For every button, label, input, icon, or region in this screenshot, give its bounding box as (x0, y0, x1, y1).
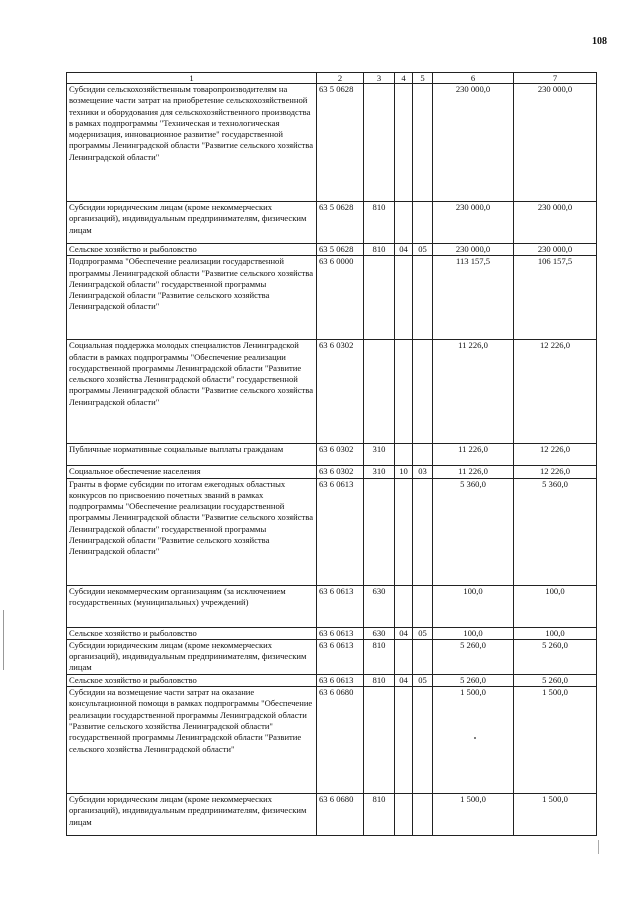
row-col7-value: 230 000,0 (514, 202, 597, 244)
row-col5-cell (413, 639, 433, 674)
row-code-cell: 63 6 0680 (317, 794, 364, 836)
row-name-cell: Сельское хозяйство и рыболовство (67, 674, 317, 686)
row-col3-cell (364, 478, 395, 585)
row-code-cell: 63 6 0302 (317, 340, 364, 444)
row-col3-cell: 810 (364, 674, 395, 686)
row-col5-cell (413, 478, 433, 585)
row-col3-cell: 310 (364, 444, 395, 466)
row-col3-cell: 810 (364, 794, 395, 836)
row-col6-value: 1 500,0 (433, 687, 514, 794)
row-col5-cell: 05 (413, 674, 433, 686)
row-col3-cell (364, 84, 395, 202)
row-col4-cell (395, 84, 413, 202)
table-row (67, 627, 597, 639)
row-col4-cell (395, 256, 413, 340)
row-name-cell: Гранты в форме субсидии по итогам ежегодных областных конкурсов по присвоению почетных званий в рамках подпрограммы "Обеспечение реализации государственной программы Ленинградской области "Развитие сельского хозяйства Ленинградской области" государственной программы Ленинградской области "Развитие сельского хозяйства Ленинградской области" (67, 478, 317, 585)
row-col4-cell (395, 639, 413, 674)
header-cell: 7 (514, 73, 597, 84)
row-col5-cell (413, 585, 433, 627)
row-name-cell: Субсидии юридическим лицам (кроме некоммерческих организаций), индивидуальным предпринимателям, физическим лицам (67, 639, 317, 674)
row-col4-cell: 04 (395, 674, 413, 686)
row-col3-cell: 630 (364, 627, 395, 639)
row-col4-cell: 04 (395, 244, 413, 256)
page-number: 108 (592, 36, 607, 47)
table-row (67, 202, 597, 244)
row-col5-cell (413, 256, 433, 340)
table-header-row (67, 73, 597, 84)
row-code-cell: 63 6 0302 (317, 444, 364, 466)
header-cell: 6 (433, 73, 514, 84)
row-col6-value: 11 226,0 (433, 340, 514, 444)
row-col3-cell (364, 256, 395, 340)
row-col3-cell: 810 (364, 639, 395, 674)
row-col6-value: 11 226,0 (433, 444, 514, 466)
table-row (67, 585, 597, 627)
row-col7-value: 5 260,0 (514, 639, 597, 674)
header-cell: 4 (395, 73, 413, 84)
row-col5-cell (413, 794, 433, 836)
header-cell: 1 (67, 73, 317, 84)
row-col4-cell (395, 585, 413, 627)
row-col7-value: 230 000,0 (514, 244, 597, 256)
row-col5-cell (413, 444, 433, 466)
row-col6-value: 230 000,0 (433, 244, 514, 256)
row-col7-value: 230 000,0 (514, 84, 597, 202)
row-code-cell: 63 6 0613 (317, 627, 364, 639)
header-cell: 3 (364, 73, 395, 84)
row-col6-value: 113 157,5 (433, 256, 514, 340)
row-col3-cell (364, 687, 395, 794)
row-code-cell: 63 6 0302 (317, 466, 364, 478)
scan-margin-line (3, 610, 4, 670)
row-col4-cell: 10 (395, 466, 413, 478)
row-col6-value: 5 260,0 (433, 674, 514, 686)
row-col6-value: 230 000,0 (433, 202, 514, 244)
row-name-cell: Социальная поддержка молодых специалистов Ленинградской области в рамках подпрограммы "Обеспечение реализации государственной программы Ленинградской области "Развитие сельского хозяйства Ленинградской области" государственной программы Ленинградской области "Развитие сельского хозяйства Ленинградской области" (67, 340, 317, 444)
row-name-cell: Сельское хозяйство и рыболовство (67, 244, 317, 256)
row-code-cell: 63 6 0613 (317, 639, 364, 674)
row-col3-cell (364, 340, 395, 444)
table-row (67, 639, 597, 674)
row-col6-value: 100,0 (433, 585, 514, 627)
row-col7-value: 12 226,0 (514, 444, 597, 466)
row-code-cell: 63 5 0628 (317, 202, 364, 244)
row-code-cell: 63 6 0680 (317, 687, 364, 794)
table-row (67, 674, 597, 686)
row-col4-cell (395, 478, 413, 585)
row-col6-value: 5 260,0 (433, 639, 514, 674)
row-col7-value: 1 500,0 (514, 794, 597, 836)
row-col6-value: 100,0 (433, 627, 514, 639)
row-col4-cell (395, 794, 413, 836)
row-code-cell: 63 6 0613 (317, 478, 364, 585)
row-name-cell: Подпрограмма "Обеспечение реализации государственной программы Ленинградской области "Развитие сельского хозяйства Ленинградской области" государственной программы Ленинградской области "Развитие сельского хозяйства Ленинградской области" (67, 256, 317, 340)
table-row (67, 466, 597, 478)
table-row (67, 244, 597, 256)
row-col5-cell (413, 84, 433, 202)
row-col5-cell (413, 340, 433, 444)
row-col4-cell (395, 687, 413, 794)
table-row (67, 687, 597, 794)
row-name-cell: Субсидии юридическим лицам (кроме некоммерческих организаций), индивидуальным предпринимателям, физическим лицам (67, 202, 317, 244)
row-name-cell: Социальное обеспечение населения (67, 466, 317, 478)
row-name-cell: Публичные нормативные социальные выплаты гражданам (67, 444, 317, 466)
row-col5-cell: 05 (413, 244, 433, 256)
table-row (67, 84, 597, 202)
row-col3-cell: 630 (364, 585, 395, 627)
table-row (67, 794, 597, 836)
table-row (67, 340, 597, 444)
scan-edge-mark (598, 840, 599, 854)
row-col7-value: 5 260,0 (514, 674, 597, 686)
row-code-cell: 63 6 0613 (317, 674, 364, 686)
row-code-cell: 63 6 0000 (317, 256, 364, 340)
row-col5-cell: 03 (413, 466, 433, 478)
row-col7-value: 106 157,5 (514, 256, 597, 340)
row-code-cell: 63 6 0613 (317, 585, 364, 627)
row-col6-value: 11 226,0 (433, 466, 514, 478)
table-row (67, 444, 597, 466)
table-row (67, 478, 597, 585)
row-col5-cell (413, 687, 433, 794)
row-col3-cell: 810 (364, 202, 395, 244)
row-col6-value: 5 360,0 (433, 478, 514, 585)
row-col3-cell: 310 (364, 466, 395, 478)
header-cell: 5 (413, 73, 433, 84)
row-col3-cell: 810 (364, 244, 395, 256)
row-col4-cell (395, 202, 413, 244)
row-name-cell: Сельское хозяйство и рыболовство (67, 627, 317, 639)
row-col6-value: 230 000,0 (433, 84, 514, 202)
row-col4-cell (395, 444, 413, 466)
row-col7-value: 100,0 (514, 585, 597, 627)
row-name-cell: Субсидии некоммерческим организациям (за исключением государственных (муниципальных) учреждений) (67, 585, 317, 627)
row-name-cell: Субсидии на возмещение части затрат на оказание консультационной помощи в рамках подпрограммы "Обеспечение реализации государственной программы Ленинградской области "Развитие сельского хозяйства Ленинградской области" государственной программы Ленинградской области "Развитие сельского хозяйства Ленинградской области" (67, 687, 317, 794)
row-col7-value: 12 226,0 (514, 466, 597, 478)
budget-table (66, 72, 597, 836)
table-row (67, 256, 597, 340)
row-col7-value: 12 226,0 (514, 340, 597, 444)
row-col5-cell: 05 (413, 627, 433, 639)
row-col6-value: 1 500,0 (433, 794, 514, 836)
row-col7-value: 5 360,0 (514, 478, 597, 585)
row-col4-cell (395, 340, 413, 444)
row-name-cell: Субсидии юридическим лицам (кроме некоммерческих организаций), индивидуальным предпринимателям, физическим лицам (67, 794, 317, 836)
row-col4-cell: 04 (395, 627, 413, 639)
row-code-cell: 63 5 0628 (317, 244, 364, 256)
row-name-cell: Субсидии сельскохозяйственным товаропроизводителям на возмещение части затрат на приобретение сельскохозяйственной техники и оборудования для сельскохозяйственного производства в рамках подпрограммы "Техническая и технологическая модернизация, инновационное развитие" государственной программы Ленинградской области "Развитие сельского хозяйства Ленинградской области" (67, 84, 317, 202)
header-cell: 2 (317, 73, 364, 84)
row-col5-cell (413, 202, 433, 244)
row-code-cell: 63 5 0628 (317, 84, 364, 202)
row-col7-value: 100,0 (514, 627, 597, 639)
row-col7-value: 1 500,0 (514, 687, 597, 794)
